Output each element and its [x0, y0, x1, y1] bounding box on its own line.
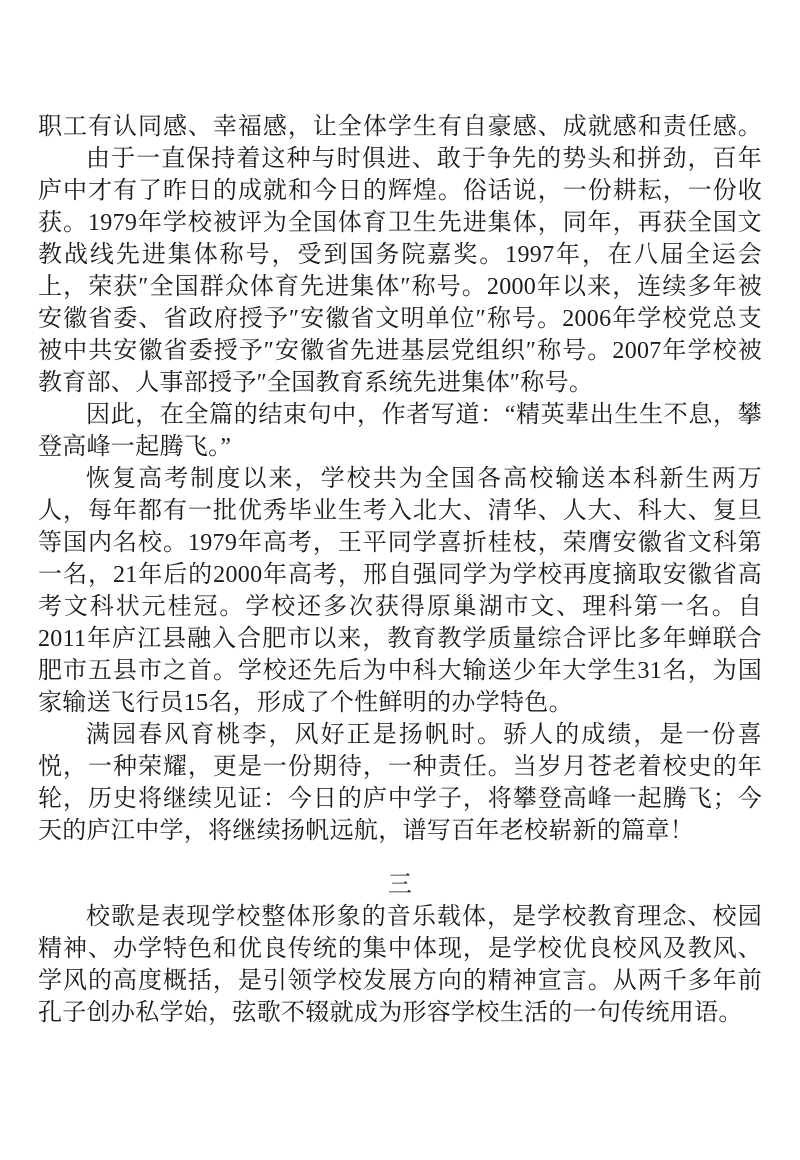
paragraph-continuation: 职工有认同感、幸福感，让全体学生有自豪感、成就感和责任感。: [38, 114, 762, 140]
paragraph-achievements: 由于一直保持着这种与时俱进、敢于争先的势头和拼劲，百年庐中才有了昨日的成就和今日的辉煌。俗话说，一份耕耘，一份收获。1979年学校被评为全国体育卫生先进集体，同年，再获全国文教战线先进集体称号，受到国务院嘉奖。1997年，在八届全运会上，荣获″全国群众体育先进集体″称号。2000年以来，连续多年被安徽省委、省政府授予″安徽省文明单位″称号。2006年学校党总支被中共安徽省委授予″安徽省先进基层党组织″称号。2007年学校被教育部、人事部授予″全国教育系统先进集体″称号。: [38, 146, 762, 396]
paragraph-closing-quote: 因此，在全篇的结束句中，作者写道：“精英辈出生生不息，攀登高峰一起腾飞。”: [38, 402, 762, 460]
paragraph-outlook: 满园春风育桃李，风好正是扬帆时。骄人的成绩，是一份喜悦，一种荣耀，更是一份期待，一种责任。当岁月苍老着校史的年轮，历史将继续见证：今日的庐中学子，将攀登高峰一起腾飞；今天的庐江中学，将继续扬帆远航，谱写百年老校崭新的篇章！: [38, 722, 762, 844]
section-heading-three: 三: [387, 872, 413, 898]
paragraph-exam-results: 恢复高考制度以来，学校共为全国各高校输送本科新生两万人，每年都有一批优秀毕业生考入北大、清华、人大、科大、复旦等国内名校。1979年高考，王平同学喜折桂枝，荣膺安徽省文科第一名，21年后的2000年高考，邢自强同学为学校再度摘取安徽省高考文科状元桂冠。学校还多次获得原巢湖市文、理科第一名。自2011年庐江县融入合肥市以来，教育教学质量综合评比多年蝉联合肥市五县市之首。学校还先后为中科大输送少年大学生31名，为国家输送飞行员15名，形成了个性鲜明的办学特色。: [38, 466, 762, 716]
paragraph-school-anthem: 校歌是表现学校整体形象的音乐载体，是学校教育理念、校园精神、办学特色和优良传统的集中体现，是学校优良校风及教风、学风的高度概括，是引领学校发展方向的精神宣言。从两千多年前孔子创办私学始，弦歌不辍就成为形容学校生活的一句传统用语。: [38, 904, 762, 1026]
